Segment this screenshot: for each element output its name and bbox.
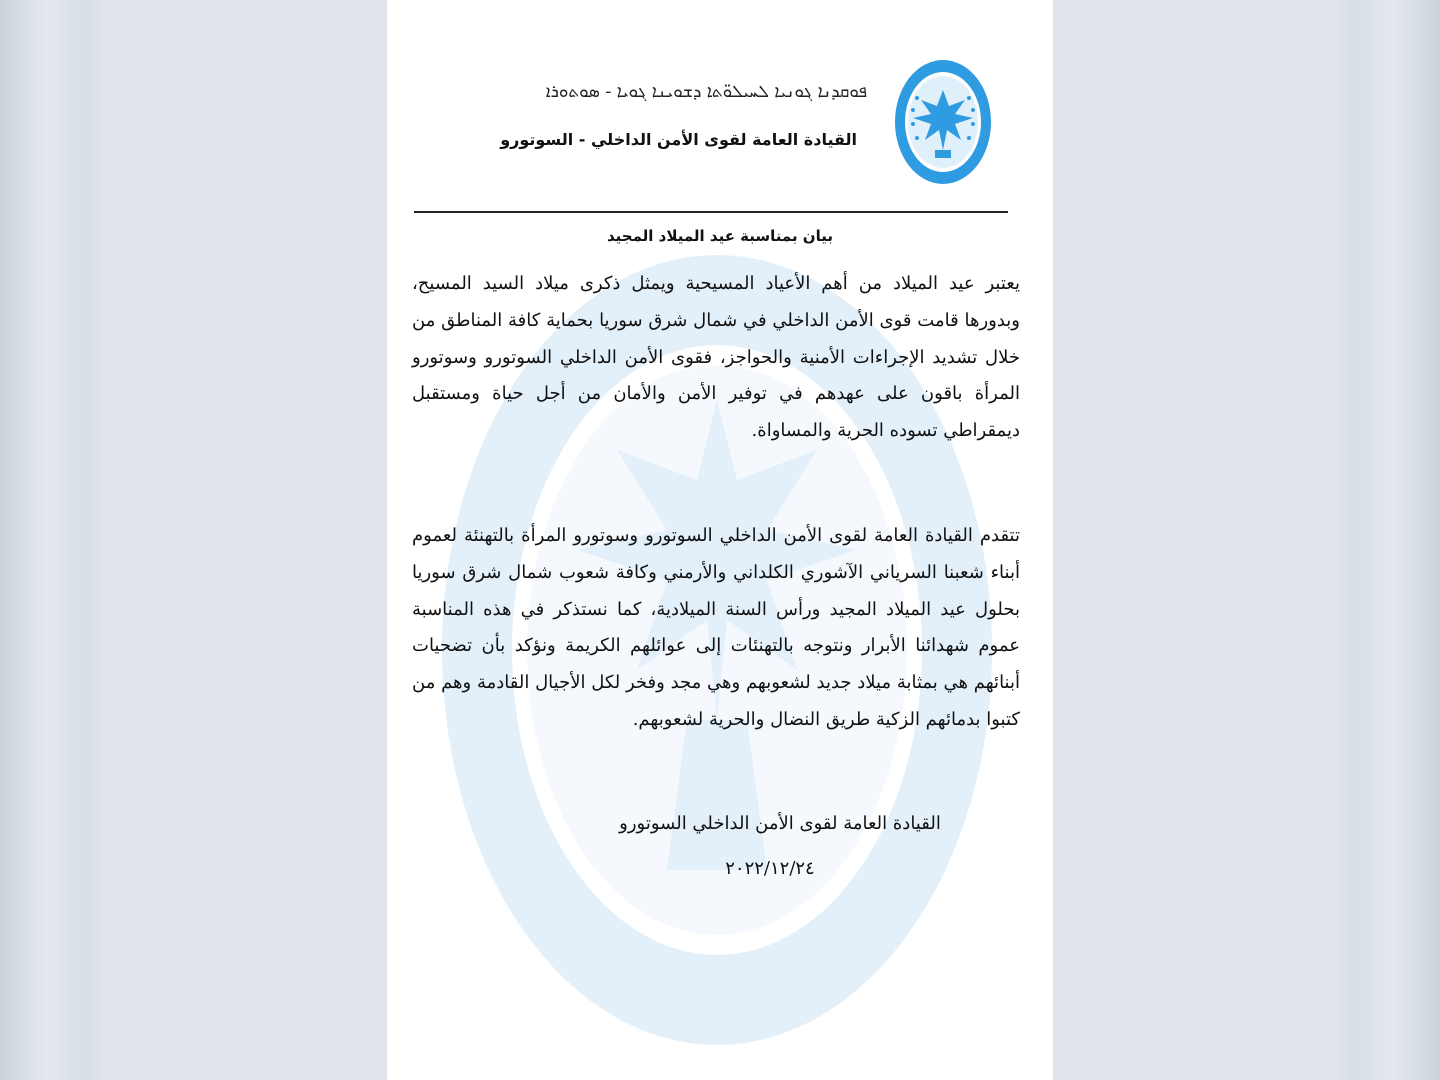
statement-title: بيان بمناسبة عيد الميلاد المجيد [607, 227, 833, 245]
paragraph-1: يعتبر عيد الميلاد من أهم الأعياد المسيحية ويمثل ذكرى ميلاد السيد المسيح، وبدورها قامت قوى الأمن الداخلي في شمال شرق سوريا بحماية كافة المناطق من خلال تشديد الإجراءات الأمنية والحواجز، فقوى الأمن الداخلي السوتورو وسوتورو المرأة باقون على عهدهم في توفير الأمن والأمان من أجل حياة ومستقبل ديمقراطي تسوده الحرية والمساواة. [412, 273, 1020, 442]
signature: القيادة العامة لقوى الأمن الداخلي السوتورو [619, 813, 941, 834]
security-forces-logo-icon [893, 58, 993, 186]
header-divider [414, 211, 1008, 213]
header-arabic-title: القيادة العامة لقوى الأمن الداخلي - السوتورو [500, 130, 857, 149]
paragraph-2: تتقدم القيادة العامة لقوى الأمن الداخلي السوتورو وسوتورو المرأة بالتهنئة لعموم أبناء شعبنا السرياني الآشوري الكلداني والأرمني وكافة شعوب شمال شرق سوريا بحلول عيد الميلاد المجيد ورأس السنة الميلادية، كما نستذكر في هذه المناسبة عموم شهدائنا الأبرار ونتوجه بالتهنئات إلى عوائلهم الكريمة ونؤكد بأن تضحيات أبنائهم هي بمثابة ميلاد جديد لشعوبهم وهي مجد وفخر لكل الأجيال القادمة وهم من كتبوا بدمائهم الزكية طريق النضال والحرية لشعوبهم. [412, 525, 1020, 730]
statement-date: ٢٠٢٢/١٢/٢٤ [725, 858, 815, 879]
document-page [387, 0, 1053, 1080]
header-syriac-line: ܦܘܩܕܢܐ ܓܘܢܝܐ ܠܚܝܠܘ̈ܬܐ ܕܫܘܝܢܐ ܓܘܝܐ - ܣܘܬܘܪܐ [545, 82, 867, 102]
